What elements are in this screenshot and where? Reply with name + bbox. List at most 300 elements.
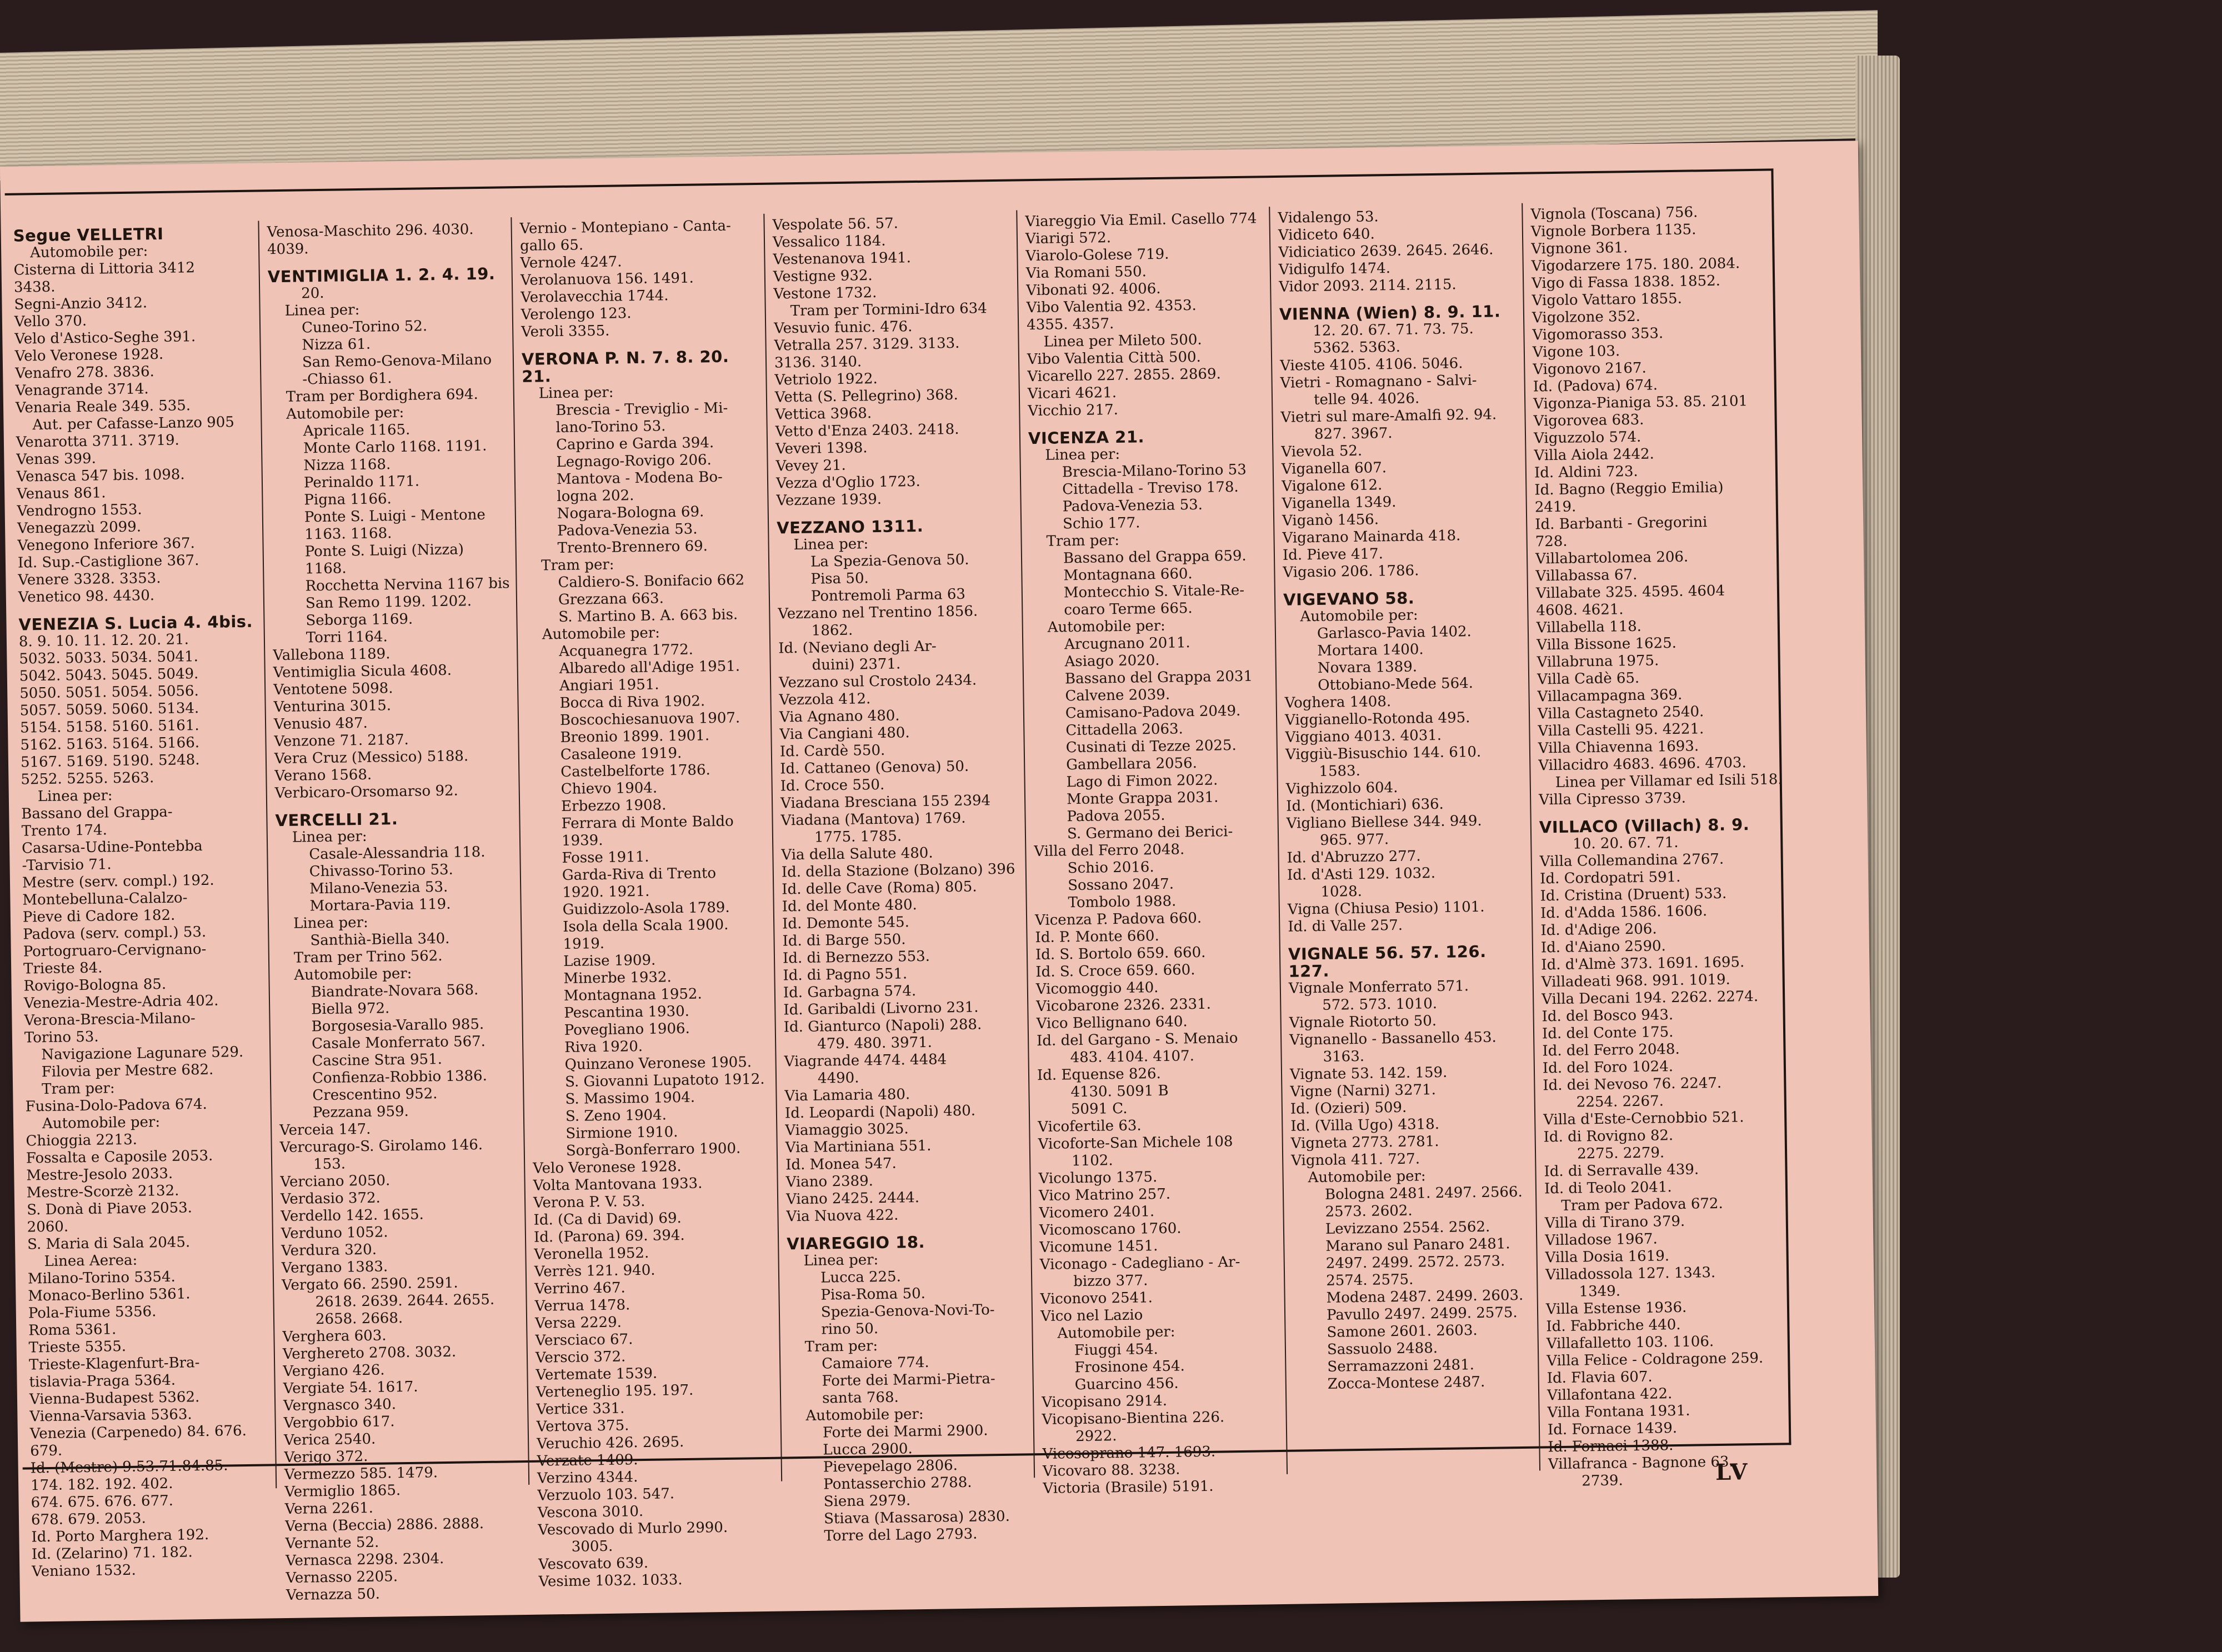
index-entry: Id. (Montichiari) 636. [1286,795,1444,815]
station-heading: Segue VELLETRI [13,224,164,246]
index-entry: Villa Aiola 2442. [1534,445,1655,464]
index-entry: Tram per: [1046,532,1120,550]
index-entry: Villafontana 422. [1547,1385,1673,1404]
index-entry: Id. delle Cave (Roma) 805. [782,878,977,898]
index-entry: Vidalengo 53. [1278,208,1379,227]
index-entry: Id. Croce 550. [780,776,885,795]
index-entry: Vicopisano-Bientina 226. [1042,1409,1225,1429]
index-entry: Villa di Tirano 379. [1544,1213,1685,1232]
index-entry: Vibonati 92. 4006. [1026,280,1161,299]
index-entry: 483. 4104. 4107. [1070,1048,1195,1067]
index-entry: Mortara-Pavia 119. [309,895,451,915]
index-entry: Id. di Pagno 551. [783,965,908,984]
index-entry: 5362. 5363. [1313,338,1401,357]
index-entry: Vestigne 932. [773,267,873,286]
index-entry: Rocchetta Nervina 1167 bis [305,575,510,595]
index-entry: Ottobiano-Mede 564. [1318,675,1474,694]
index-entry: Verrino 467. [534,1279,626,1298]
index-entry: Bassano del Grappa 2031 [1064,668,1253,688]
index-entry: Vignale Riotorto 50. [1289,1013,1437,1032]
index-entry: Id. Porto Marghera 192. [31,1526,209,1546]
index-entry: Seborga 1169. [306,610,413,629]
index-entry: Brescia - Treviglio - Mi- [556,399,728,419]
index-entry: Tram per Bordighera 694. [286,386,478,406]
index-entry: Id. Sup.-Castiglione 367. [17,552,199,572]
index-entry: Pescantina 1930. [564,1003,690,1022]
index-entry: Cusinati di Tezze 2025. [1065,737,1237,757]
index-entry: 4039. [267,241,309,258]
index-entry: Viconago - Cadegliano - Ar- [1039,1254,1240,1274]
index-entry: 5162. 5163. 5164. 5166. [20,734,200,754]
index-entry: 3136. 3140. [774,353,862,372]
index-entry: Vigonza-Pianiga 53. 85. 2101 [1533,393,1748,413]
index-entry: Villafalletto 103. 1106. [1546,1333,1714,1353]
index-entry: 479. 480. 3971. [817,1034,933,1053]
index-entry: Id. di Teolo 2041. [1544,1179,1672,1198]
index-entry: Arcugnano 2011. [1064,634,1190,653]
index-entry: 174. 182. 192. 402. [30,1475,173,1494]
index-entry: Vighizzolo 604. [1285,779,1398,798]
index-entry: Acquanegra 1772. [559,641,694,660]
index-entry: Apricale 1165. [303,421,411,440]
index-entry: Villacampagna 369. [1537,686,1683,705]
station-heading: VILLACO (Villach) 8. 9. [1539,815,1750,837]
index-entry: Villa Castelli 95. 4221. [1538,720,1704,740]
index-entry: Samone 2601. 2603. [1327,1322,1478,1341]
index-entry: Pisa 50. [810,570,869,588]
index-entry: Id. Cristina (Druent) 533. [1540,885,1727,905]
index-entry: Id. di Valle 257. [1288,917,1403,935]
index-entry: Id. del Gargano - S. Menaio [1036,1030,1238,1050]
index-entry: Venegono Inferiore 367. [17,535,195,554]
index-entry: Vico nel Lazio [1040,1306,1143,1325]
index-entry: Linea per: [284,301,360,319]
index-entry: Vicoforte-San Michele 108 [1038,1133,1233,1153]
index-entry: Vezzano sul Crostolo 2434. [778,672,977,692]
index-entry: Linea per Mileto 500. [1043,331,1202,351]
index-entry: Vergato 66. 2590. 2591. [281,1274,458,1294]
index-entry: Villa Decani 194. 2262. 2274. [1541,988,1759,1008]
index-entry: 2497. 2499. 2572. 2573. [1325,1253,1505,1272]
index-entry: Vezzane 1939. [776,490,882,509]
index-entry: Cittadella 2063. [1065,720,1184,739]
index-entry: Villabartolomea 206. [1535,548,1689,568]
index-entry: Vigneta 2773. 2781. [1290,1133,1439,1152]
index-entry: Levizzano 2554. 2562. [1325,1218,1490,1238]
index-entry: Viggiano 4013. 4031. [1285,727,1442,746]
index-entry: Id. (Ca di David) 69. [533,1210,682,1229]
index-entry: Pavullo 2497. 2499. 2575. [1326,1304,1518,1324]
index-entry: Vibo Valentia 92. 4353. [1026,297,1197,317]
index-entry: Vicenza P. Padova 660. [1034,909,1202,929]
index-entry: Verteneglio 195. 197. [536,1381,694,1401]
index-entry: Villa Bissone 1625. [1537,634,1677,654]
index-entry: Trento-Brennero 69. [557,538,708,557]
index-entry: Cittadella - Treviso 178. [1062,478,1239,498]
index-entry: Vienna-Varsavia 5363. [29,1406,192,1425]
index-entry: Vergobbio 617. [283,1413,395,1432]
index-entry: Venzone 71. 2187. [274,731,409,750]
index-entry: 2275. 2279. [1577,1144,1665,1163]
index-entry: Fossalta e Caposile 2053. [26,1147,213,1167]
index-entry: Torri 1164. [306,628,388,647]
index-entry: Vicomoggio 440. [1035,979,1159,998]
index-entry: Villafranca - Bagnone 63. [1548,1453,1734,1473]
index-entry: Tram per Tormini-Idro 634 [790,300,987,320]
index-entry: Viareggio Via Emil. Casello 774 [1025,210,1257,231]
index-entry: Isola della Scala 1900. [563,916,729,935]
index-entry: Villa d'Este-Cernobbio 521. [1543,1109,1744,1129]
index-entry: 679. [30,1442,63,1460]
index-entry: Veveri 1398. [775,439,868,458]
index-entry: Automobile per: [805,1406,924,1424]
index-entry: Linea per: [1045,445,1120,464]
index-entry: Siena 2979. [823,1492,911,1510]
index-entry: Venosa-Maschito 296. 4030. [267,221,474,241]
index-entry: Viarigi 572. [1025,229,1112,248]
index-entry: Id. d'Asti 129. 1032. [1287,865,1436,884]
index-entry: Ventimiglia Sicula 4608. [273,662,452,682]
book-page [0,141,1878,1621]
index-entry: Vallebona 1189. [273,645,391,664]
index-entry: Spezia-Genova-Novi-To- [820,1301,995,1321]
index-entry: Bocca di Riva 1902. [559,693,705,712]
index-entry: Automobile per: [286,404,404,423]
index-entry: gallo 65. [519,237,584,254]
index-entry: 10. 20. 67. 71. [1573,834,1679,853]
index-entry: 20. [301,284,324,302]
index-entry: Vestenanova 1941. [773,249,912,268]
index-entry: Vercurago-S. Girolamo 146. [279,1137,483,1157]
index-entry: 5050. 5051. 5054. 5056. [19,683,199,702]
index-entry: Viarolo-Golese 719. [1025,246,1169,265]
index-entry: Viganella 607. [1281,459,1387,478]
index-entry: Vescovado di Murlo 2990. [538,1519,728,1539]
index-entry: Forte dei Marmi 2900. [822,1422,988,1441]
index-entry: Vermiglio 1865. [284,1482,401,1501]
index-entry: Schio 2016. [1067,859,1154,877]
index-entry: Automobile per: [29,243,148,262]
index-entry: tislavia-Praga 5364. [29,1371,176,1391]
index-entry: Viganò 1456. [1282,511,1379,529]
index-entry: S. Massimo 1904. [565,1089,695,1108]
index-entry: Perinaldo 1171. [303,473,420,492]
index-entry: 674. 675. 676. 677. [31,1492,174,1511]
index-entry: Pievepelago 2806. [823,1457,958,1476]
index-entry: Id. Pieve 417. [1282,545,1384,564]
index-entry: Vidor 2093. 2114. 2115. [1279,276,1457,296]
index-entry: Minerbe 1932. [563,969,672,987]
index-entry: -Tarvisio 71. [22,856,112,874]
station-heading: VIENNA (Wien) 8. 9. 11. [1279,302,1501,324]
station-heading: VERCELLI 21. [275,809,398,830]
index-entry: 2419. [1534,498,1577,516]
index-entry: Mestre-Jesolo 2033. [26,1165,173,1184]
index-entry: 728. [1535,533,1568,550]
index-entry: Vigolo Vattaro 1855. [1532,290,1683,309]
index-entry: Lazise 1909. [563,952,656,970]
index-entry: Rovigo-Bologna 85. [23,975,167,995]
index-entry: Monte Carlo 1168. 1191. [303,437,487,457]
index-entry: Verzino 4344. [537,1469,638,1487]
index-entry: Veniano 1532. [32,1561,136,1580]
index-entry: Viano 2425. 2444. [785,1189,920,1208]
index-entry: Chivasso-Torino 53. [309,861,454,880]
index-entry: Mestre-Scorzè 2132. [26,1182,179,1202]
index-entry: Vigne (Narni) 3271. [1290,1082,1437,1100]
index-entry: Legnago-Rovigo 206. [556,452,712,471]
index-entry: Segni-Anzio 3412. [14,294,148,313]
index-entry: Vetto d'Enza 2403. 2418. [775,420,959,440]
index-entry: Villa Fontana 1931. [1547,1402,1690,1421]
index-entry: Ventotene 5098. [273,680,393,699]
index-entry: Serramazzoni 2481. [1327,1356,1475,1375]
index-entry: Fosse 1911. [562,848,649,867]
index-entry: S. Giovanni Lupatoto 1912. [564,1070,765,1090]
index-entry: Villa Castagneto 2540. [1537,703,1704,723]
index-entry: Verscio 372. [535,1348,626,1366]
index-entry: 2618. 2639. 2644. 2655. [315,1291,495,1311]
index-entry: Id. di Serravalle 439. [1544,1161,1699,1180]
index-entry: Forte dei Marmi-Pietra- [822,1370,995,1390]
index-entry: Verdasio 372. [280,1189,381,1208]
index-entry: 2658. 2668. [315,1310,403,1328]
index-entry: Vico Matrino 257. [1038,1185,1171,1205]
index-entry: Id. Equense 826. [1037,1065,1162,1084]
index-column-2 [258,217,528,1604]
index-entry: Villa Dosia 1619. [1545,1248,1670,1266]
index-entry: Volta Mantovana 1933. [533,1175,703,1194]
index-entry: Vezzano nel Trentino 1856. [778,603,978,623]
index-entry: Id. Garibaldi (Livorno 231. [783,999,979,1019]
index-entry: Casale-Alessandria 118. [309,843,486,863]
index-entry: Vibo Valentia Città 500. [1027,348,1202,368]
index-entry: Monaco-Berlino 5361. [28,1285,191,1305]
index-entry: Vetralla 257. 3129. 3133. [774,334,960,354]
index-entry: Vezza d'Oglio 1723. [775,473,920,492]
index-entry: Vescovato 639. [538,1554,649,1573]
index-entry: Venafro 278. 3836. [14,363,154,382]
index-entry: Id. dei Nevoso 76. 2247. [1543,1074,1722,1094]
index-entry: Villacidro 4683. 4696. 4703. [1538,754,1746,774]
index-entry: S. Martino B. A. 663 bis. [558,606,738,626]
index-entry: Vergiate 54. 1617. [283,1378,418,1398]
index-entry: Verrua 1478. [534,1296,630,1315]
index-entry: Velo Veronese 1928. [14,346,164,365]
index-entry: Breonio 1899. 1901. [560,727,710,747]
index-entry: Vievola 52. [1281,442,1363,460]
index-entry: Vicolungo 1375. [1038,1169,1158,1188]
index-entry: Calvene 2039. [1065,686,1170,705]
index-entry: Villa del Ferro 2048. [1034,841,1185,860]
index-entry: Verolavecchia 1744. [521,287,669,306]
station-heading: VEZZANO 1311. [776,516,924,538]
index-entry: Vermezzo 585. 1479. [284,1464,438,1484]
index-entry: Id. Fornaci 1388. [1548,1437,1674,1456]
index-entry: Cascine Stra 951. [312,1051,443,1070]
index-entry: Automobile per: [42,1114,161,1133]
index-entry: Automobile per: [1057,1323,1175,1342]
index-entry: Vicomune 1451. [1039,1238,1158,1256]
index-entry: Garlasco-Pavia 1402. [1317,623,1472,642]
index-entry: Casaleone 1919. [560,744,682,764]
index-entry: Verrès 121. 940. [534,1261,655,1280]
index-entry: Borgosesia-Varallo 985. [311,1015,484,1035]
index-entry: Vevey 21. [775,457,847,475]
index-entry: Vendrogno 1553. [17,501,142,520]
index-entry: 4608. 4621. [1536,601,1624,619]
index-entry: Schio 177. [1062,514,1140,533]
index-entry: logna 202. [557,487,634,505]
index-entry: Vernole 4247. [520,253,622,272]
index-entry: Via Martiniana 551. [785,1137,932,1157]
index-entry: Via Romani 550. [1025,263,1147,282]
index-entry: Vietri - Romagnano - Salvi- [1280,372,1477,392]
index-entry: Villa Felice - Coldragone 259. [1547,1349,1764,1370]
index-entry: Vidigulfo 1474. [1278,260,1391,278]
index-entry: Linea per Villamar ed Isili 518. [1555,771,1783,792]
index-entry: Cuneo-Torino 52. [301,318,428,337]
index-entry: Tram per: [541,556,614,574]
index-entry: Viadana (Mantova) 1769. [780,809,966,829]
index-entry: Asiago 2020. [1064,652,1160,670]
index-entry: Villabassa 67. [1535,566,1638,585]
index-entry: Viggianello-Rotonda 495. [1284,709,1470,729]
index-entry: Id. del Foro 1024. [1542,1058,1674,1077]
index-entry: 1028. [1320,883,1363,900]
index-entry: Id. d'Aiano 2590. [1540,938,1666,957]
index-entry: 2573. 2602. [1325,1202,1413,1220]
index-entry: 5032. 5033. 5034. 5041. [19,648,199,668]
index-entry: Verzuolo 103. 547. [537,1485,675,1504]
index-entry: Bassano del Grappa 659. [1063,547,1247,567]
index-entry: Filovia per Mestre 682. [41,1061,214,1081]
index-entry: Via Nuova 422. [786,1207,899,1225]
index-entry: 1102. [1071,1152,1113,1170]
index-entry: Id. d'Almè 373. 1691. 1695. [1541,954,1745,974]
index-entry: 1939. [561,832,603,850]
index-entry: Torino 53. [24,1028,99,1047]
index-entry: Chioggia 2213. [26,1131,138,1150]
index-entry: S. Maria di Sala 2045. [27,1234,191,1253]
index-entry: Gambellara 2056. [1066,755,1198,774]
index-entry: Verbicaro-Orsomarso 92. [274,782,459,802]
index-entry: Venturina 3015. [273,697,392,716]
index-entry: Id. Demonte 545. [782,914,910,933]
station-heading: VERONA P. N. 7. 8. 20. 21. [521,347,729,386]
index-entry: Vetriolo 1922. [774,370,878,389]
index-entry: 5057. 5059. 5060. 5134. [19,700,199,719]
index-entry: Id. Flavia 607. [1547,1368,1653,1387]
index-entry: Vicopisano 2914. [1042,1392,1168,1411]
index-entry: Veruchio 426. 2695. [536,1434,684,1453]
index-column-1 [5,221,276,1580]
index-entry: Crescentino 952. [312,1085,438,1104]
index-entry: Lago di Fimon 2022. [1066,772,1218,791]
index-entry: Verigo 372. [284,1448,368,1466]
index-entry: Vigolzone 352. [1532,308,1641,327]
index-entry: Confienza-Robbio 1386. [312,1067,488,1087]
index-entry: Mantova - Modena Bo- [556,468,723,488]
index-entry: Vicosoprano 147. 1693. [1042,1443,1216,1463]
index-entry: Automobile per: [542,624,660,643]
index-entry: Vigorovea 683. [1533,411,1644,430]
index-entry: Vigalone 612. [1282,477,1383,495]
index-entry: Villabate 325. 4595. 4604 [1535,582,1725,602]
index-entry: Vera Cruz (Messico) 5188. [274,748,469,768]
index-entry: Versa 2229. [534,1314,622,1332]
index-entry: Via Lamaria 480. [784,1086,910,1105]
index-column-3 [511,214,781,1590]
index-entry: Verzate 1409. [537,1451,638,1470]
index-entry: Milano-Torino 5354. [27,1268,176,1288]
index-entry: 5091 C. [1070,1100,1128,1118]
index-entry: Id. di Bernezzo 553. [782,948,930,967]
index-entry: Montagnana 1952. [563,985,702,1004]
index-entry: Pezzana 959. [312,1103,409,1122]
index-entry: Vestone 1732. [773,284,877,303]
index-entry: Linea Aerea: [44,1251,138,1270]
index-entry: Viguzzolo 574. [1533,428,1642,447]
index-entry: Bologna 2481. 2497. 2566. [1324,1183,1523,1203]
index-entry: Verduno 1052. [281,1224,388,1243]
index-entry: Verano 1568. [274,766,372,785]
index-entry: Vicomero 2401. [1039,1203,1155,1222]
index-entry: Vicofertile 63. [1038,1117,1142,1136]
station-heading: VIGEVANO 58. [1283,588,1415,609]
index-entry: 5154. 5158. 5160. 5161. [19,717,199,737]
index-entry: Vigone 103. [1532,343,1620,361]
index-entry: Erbezzo 1908. [560,797,667,815]
index-entry: Camaiore 774. [822,1354,929,1373]
index-entry: San Remo-Genova-Milano [302,351,492,371]
index-entry: Velo Veronese 1928. [533,1158,682,1177]
index-entry: Venaus 861. [17,484,106,503]
index-entry: Automobile per: [1300,607,1418,625]
index-entry: Riva 1920. [564,1038,643,1056]
index-entry: Linea per: [37,787,113,805]
index-entry: Pontremoli Parma 63 [810,585,966,605]
index-entry: Villa Cipresso 3739. [1538,789,1686,809]
index-entry: Id. S. Bortolo 659. 660. [1035,944,1206,964]
index-entry: Vietri sul mare-Amalfi 92. 94. [1280,406,1497,426]
index-entry: Veroli 3355. [521,322,610,341]
index-entry: Padova-Venezia 53. [1062,496,1203,515]
index-entry: Trieste-Klagenfurt-Bra- [28,1354,200,1374]
index-entry: Id. (Ozieri) 509. [1290,1099,1407,1118]
index-entry: Vignale Monferrato 571. [1288,978,1469,997]
index-entry: 1349. [1579,1283,1621,1300]
index-entry: Lucca 225. [820,1268,902,1286]
index-entry: Verica 2540. [283,1430,376,1449]
index-entry: Trieste 84. [23,959,103,978]
index-entry: Villa Collemandina 2767. [1539,850,1724,870]
index-entry: 2922. [1075,1428,1117,1445]
index-entry: Villa Estense 1936. [1545,1299,1687,1318]
timetable-index-frame [5,168,1791,1604]
index-entry: Vieste 4105. 4106. 5046. [1280,355,1463,374]
index-entry: Castelbelforte 1786. [560,762,710,781]
index-entry: Guarcino 456. [1074,1375,1179,1394]
index-entry: Id. P. Monte 660. [1035,928,1159,947]
index-entry: Vignole Borbera 1135. [1530,221,1696,241]
index-entry: duini) 2371. [812,655,901,674]
index-column-6 [1269,203,1539,1474]
index-entry: Venaria Reale 349. 535. [15,397,191,417]
index-entry: Mestre (serv. compl.) 192. [22,872,214,892]
index-entry: Villabella 118. [1536,618,1642,637]
index-entry: 2060. [27,1218,69,1236]
